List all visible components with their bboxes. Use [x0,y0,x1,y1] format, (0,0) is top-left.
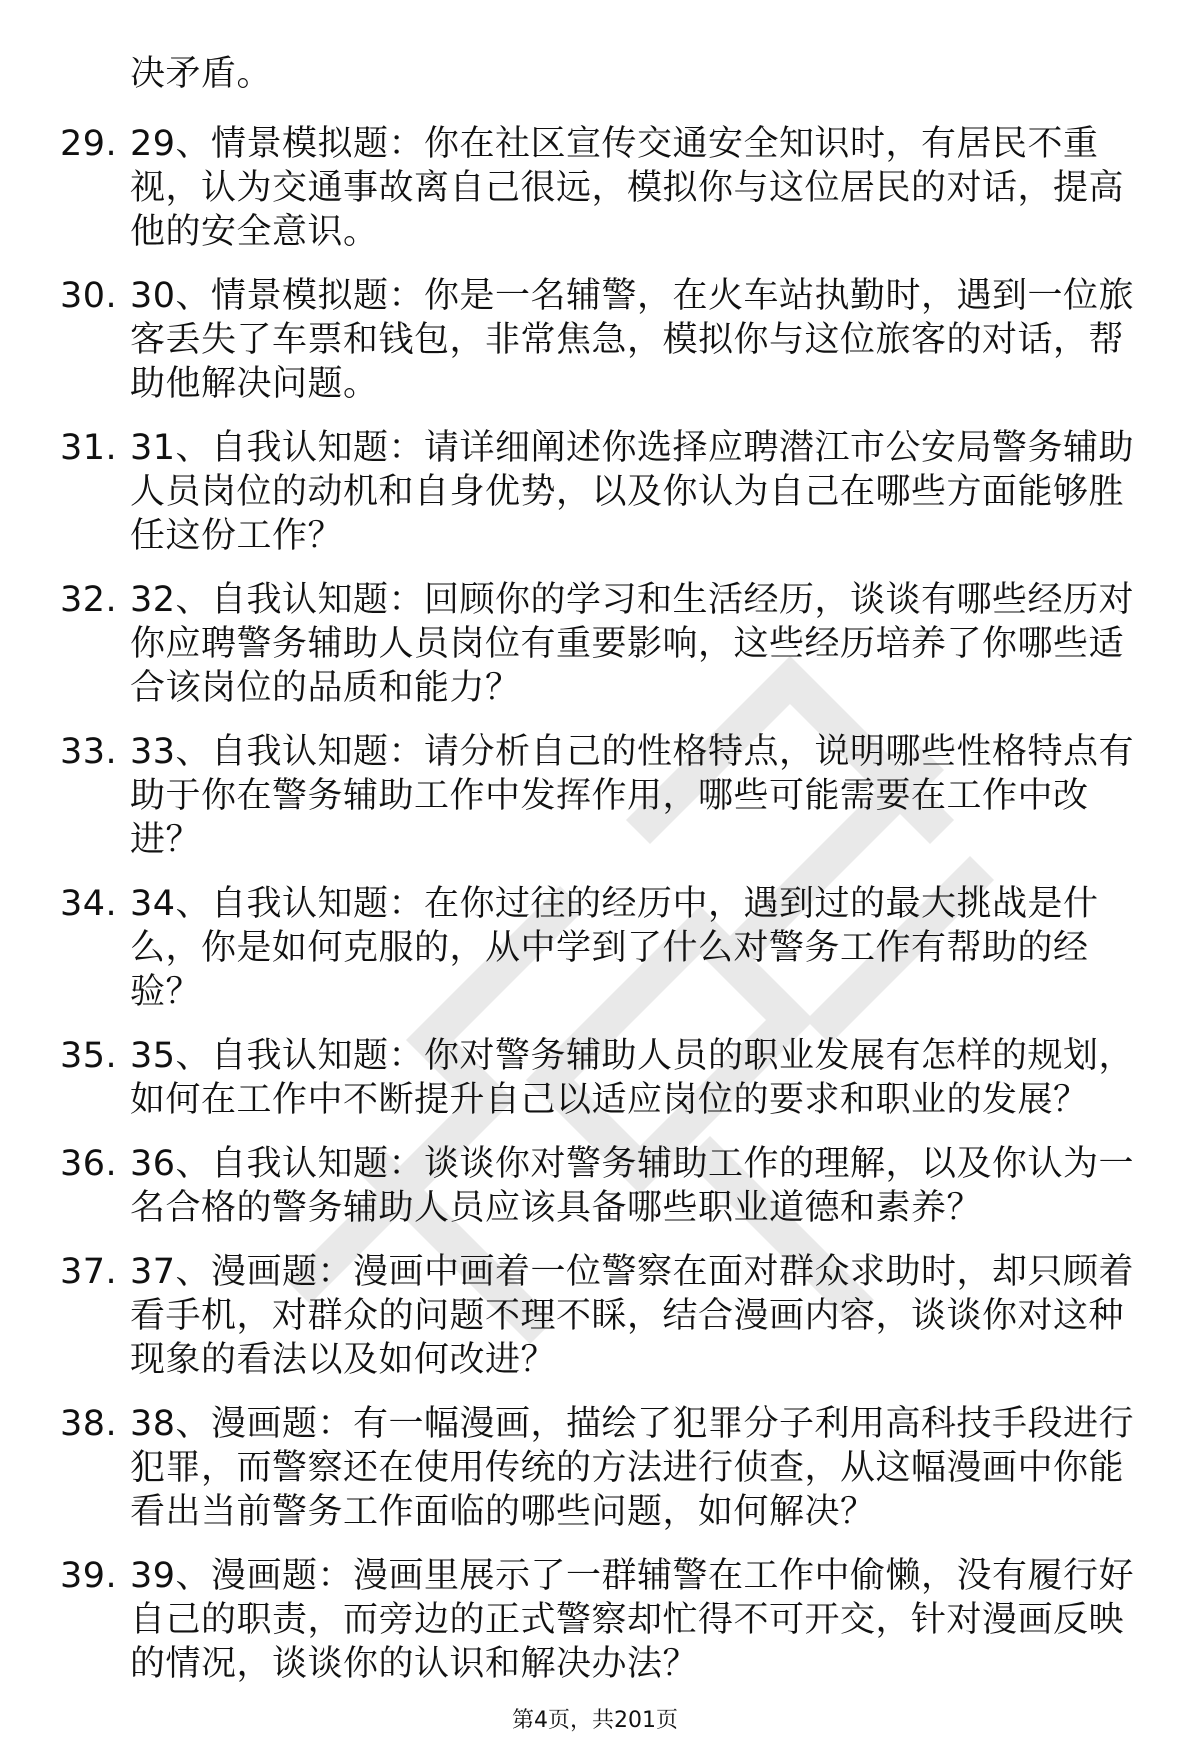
question-number: 31. [60,428,118,468]
question-number: 37. [60,1252,118,1292]
question-item-39 [60,1554,1150,1686]
question-number: 39. [60,1556,118,1596]
question-item-31 [60,426,1150,558]
question-text: 38、漫画题：有一幅漫画，描绘了犯罪分子利用高科技手段进行犯罪，而警察还在使用传统的方法进行侦查，从这幅漫画中你能看出当前警务工作面临的哪些问题，如何解决？ [130,1404,1135,1532]
question-number: 38. [60,1404,118,1444]
continued-text: 决矛盾。 [130,54,273,94]
question-text: 33、自我认知题：请分析自己的性格特点，说明哪些性格特点有助于你在警务辅助工作中发挥作用，哪些可能需要在工作中改进？ [130,732,1135,860]
question-text: 34、自我认知题：在你过往的经历中，遇到过的最大挑战是什么，你是如何克服的，从中学到了什么对警务工作有帮助的经验？ [130,884,1099,1012]
question-item-36 [60,1142,1150,1230]
question-number: 36. [60,1144,118,1184]
question-number: 33. [60,732,118,772]
question-text: 35、自我认知题：你对警务辅助人员的职业发展有怎样的规划，如何在工作中不断提升自己以适应岗位的要求和职业的发展？ [130,1036,1135,1120]
question-text: 39、漫画题：漫画里展示了一群辅警在工作中偷懒，没有履行好自己的职责，而旁边的正式警察却忙得不可开交，针对漫画反映的情况，谈谈你的认识和解决办法？ [130,1556,1135,1684]
question-item-34 [60,882,1150,1014]
question-item-32 [60,578,1150,710]
question-list [60,122,1150,1686]
question-number: 34. [60,884,118,924]
question-item-37 [60,1250,1150,1382]
question-item-30 [60,274,1150,406]
page-footer: 第4页，共201页 [512,1708,678,1733]
question-number: 32. [60,580,118,620]
question-number: 35. [60,1036,118,1076]
document-body [60,52,1150,1706]
question-number: 30. [60,276,118,316]
question-item-38 [60,1402,1150,1534]
question-text: 31、自我认知题：请详细阐述你选择应聘潜江市公安局警务辅助人员岗位的动机和自身优势，以及你认为自己在哪些方面能够胜任这份工作？ [130,428,1135,556]
question-item-35 [60,1034,1150,1122]
question-item-29 [60,122,1150,254]
question-item-33 [60,730,1150,862]
question-text: 37、漫画题：漫画中画着一位警察在面对群众求助时，却只顾着看手机，对群众的问题不理不睬，结合漫画内容，谈谈你对这种现象的看法以及如何改进？ [130,1252,1135,1380]
question-number: 29. [60,124,118,164]
question-text: 36、自我认知题：谈谈你对警务辅助工作的理解，以及你认为一名合格的警务辅助人员应该具备哪些职业道德和素养？ [130,1144,1135,1228]
question-text: 32、自我认知题：回顾你的学习和生活经历，谈谈有哪些经历对你应聘警务辅助人员岗位有重要影响，这些经历培养了你哪些适合该岗位的品质和能力？ [130,580,1135,708]
question-text: 29、情景模拟题：你在社区宣传交通安全知识时，有居民不重视，认为交通事故离自己很远，模拟你与这位居民的对话，提高他的安全意识。 [130,124,1125,252]
question-text: 30、情景模拟题：你是一名辅警，在火车站执勤时，遇到一位旅客丢失了车票和钱包，非常焦急，模拟你与这位旅客的对话，帮助他解决问题。 [130,276,1135,404]
